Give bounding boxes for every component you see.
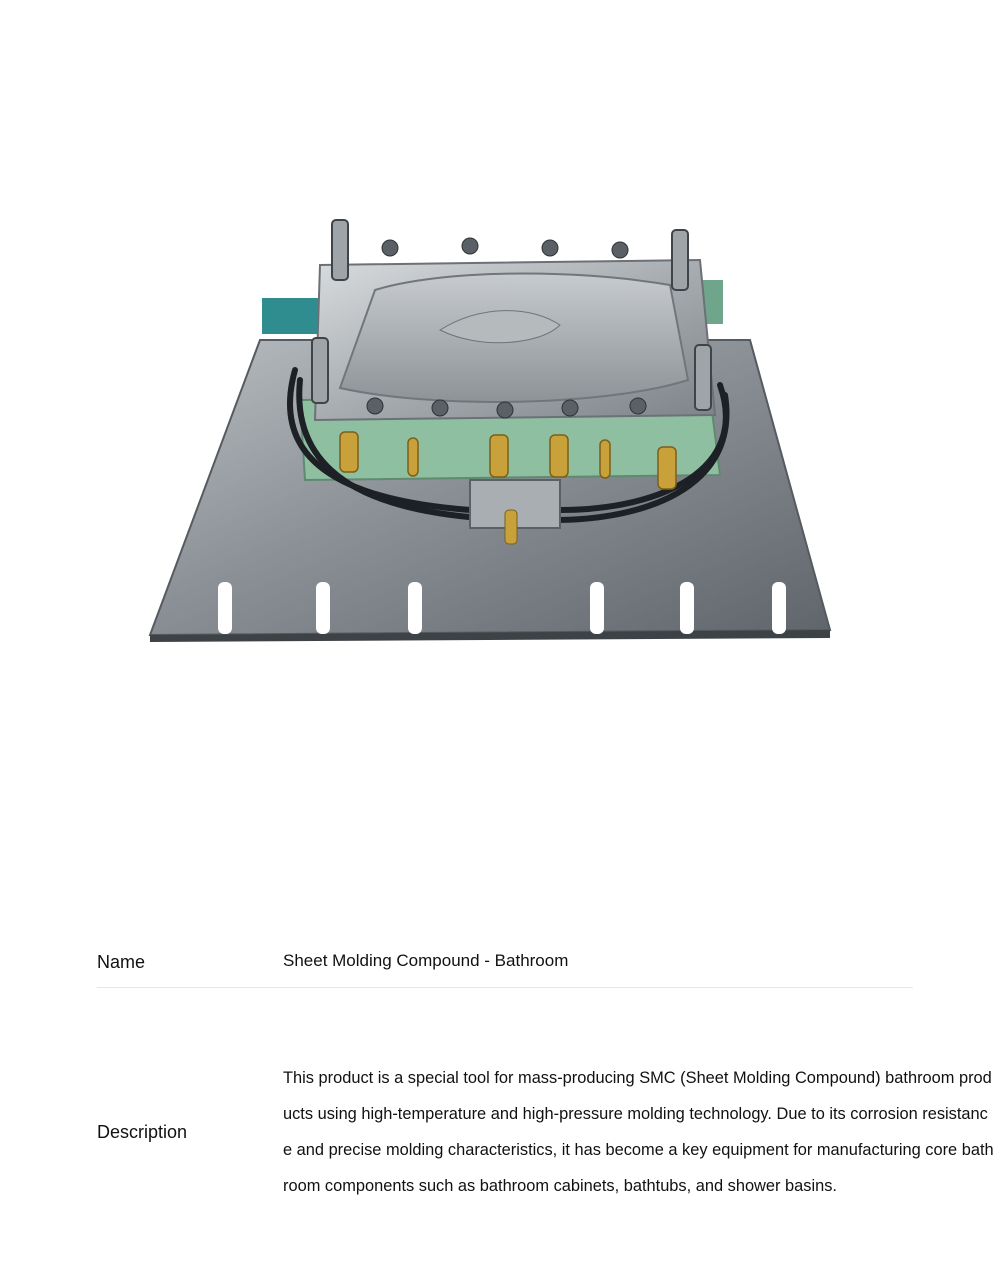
name-value: Sheet Molding Compound - Bathroom xyxy=(283,951,569,970)
description-value: This product is a special tool for mass-producing SMC (Sheet Molding Compound) bathroom products using high-temperature and high-pressure molding technology. Due to its corrosion resistance and precise molding characteristics, it has become a key equipment for manufacturing core bathroom components such as bathroom cabinets, bathtubs, and shower basins. xyxy=(283,1069,994,1195)
spec-row-name xyxy=(97,940,913,988)
product-image xyxy=(140,210,865,650)
name-label: Name xyxy=(97,952,146,972)
spec-row-description xyxy=(97,1060,994,1210)
description-label: Description xyxy=(97,1122,188,1142)
